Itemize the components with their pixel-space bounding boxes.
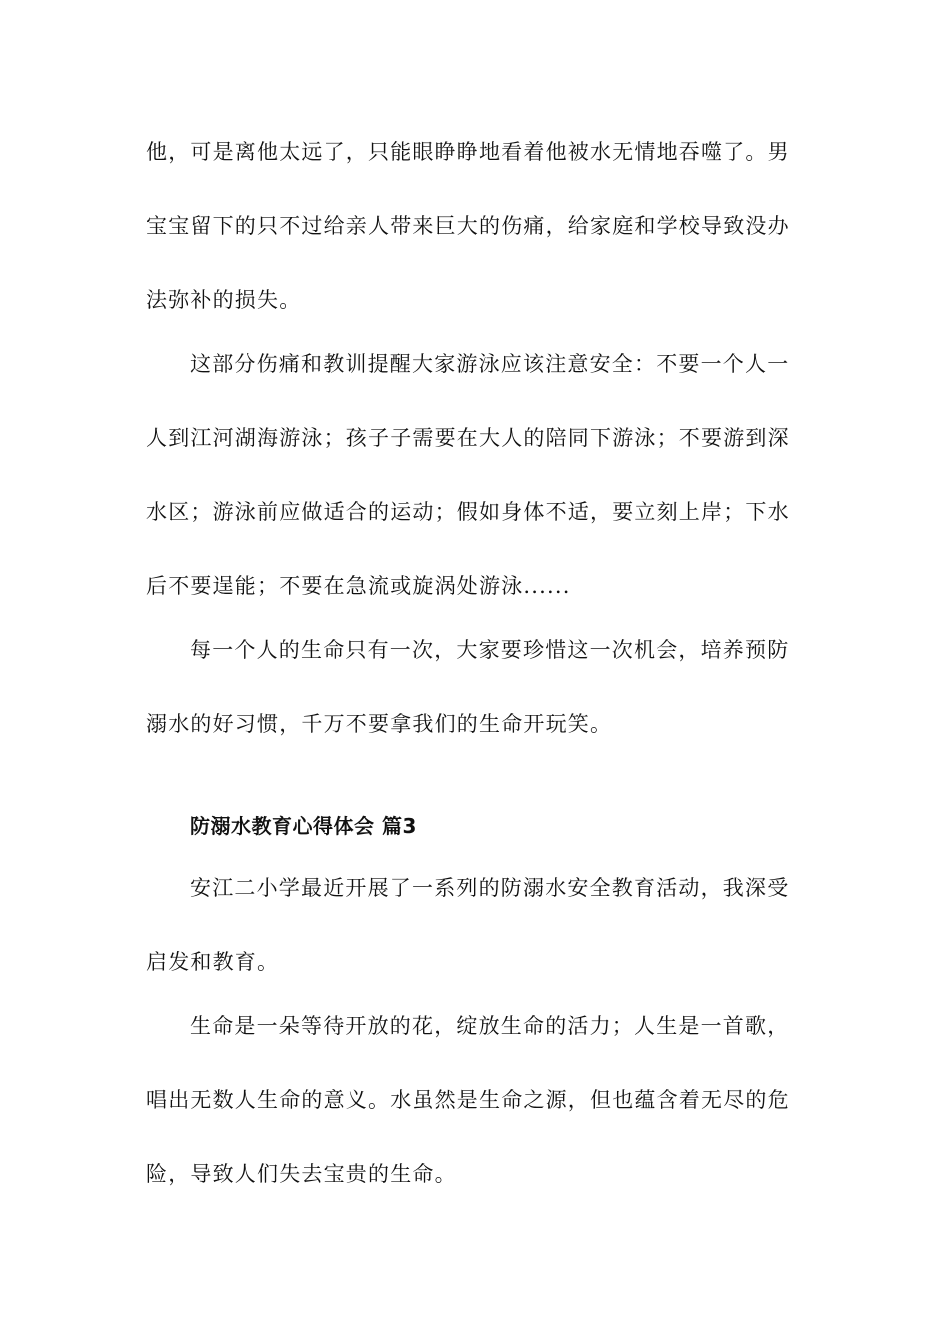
- paragraph-line: 启发和教育。: [146, 950, 280, 974]
- paragraph-line: 险，导致人们失去宝贵的生命。: [146, 1162, 457, 1186]
- paragraph-line: 宝宝留下的只不过给亲人带来巨大的伤痛，给家庭和学校导致没办: [146, 214, 790, 238]
- paragraph-line: 生命是一朵等待开放的花，绽放生命的活力；人生是一首歌，: [190, 1014, 790, 1038]
- paragraph-line: 水区；游泳前应做适合的运动；假如身体不适，要立刻上岸；下水: [146, 500, 790, 524]
- paragraph-line: 溺水的好习惯，千万不要拿我们的生命开玩笑。: [146, 712, 613, 736]
- paragraph-line: 法弥补的损失。: [146, 288, 302, 312]
- paragraph-line: 唱出无数人生命的意义。水虽然是生命之源，但也蕴含着无尽的危: [146, 1088, 790, 1112]
- paragraph-line: 人到江河湖海游泳；孩子子需要在大人的陪同下游泳；不要游到深: [146, 426, 790, 450]
- paragraph-line: 安江二小学最近开展了一系列的防溺水安全教育活动，我深受: [190, 876, 790, 900]
- paragraph-line: 这部分伤痛和教训提醒大家游泳应该注意安全：不要一个人一: [190, 352, 790, 376]
- paragraph-line: 后不要逞能；不要在急流或旋涡处游泳......: [146, 574, 571, 598]
- paragraph-line: 他，可是离他太远了，只能眼睁睁地看着他被水无情地吞噬了。男: [146, 140, 790, 164]
- paragraph-line: 每一个人的生命只有一次，大家要珍惜这一次机会，培养预防: [190, 638, 790, 662]
- section-heading: 防溺水教育心得体会 篇3: [190, 814, 417, 838]
